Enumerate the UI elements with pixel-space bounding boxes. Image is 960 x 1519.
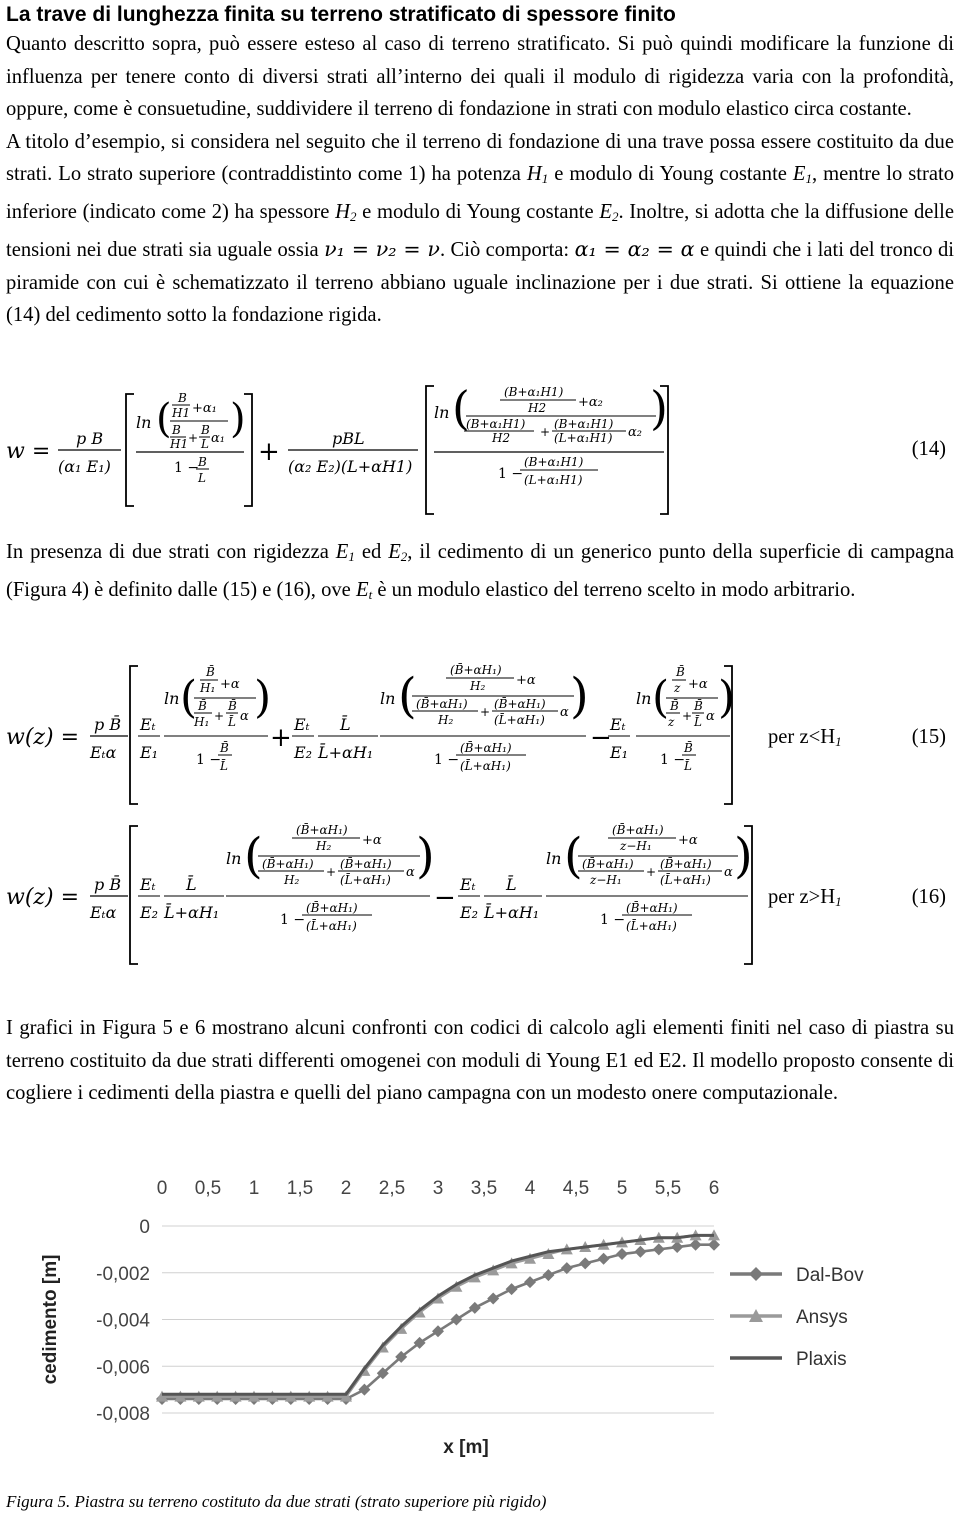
svg-text:+: + [326,865,337,879]
equation-14 [6,380,954,520]
svg-text:H₂: H₂ [470,679,486,693]
svg-text:1 −: 1 − [660,752,686,768]
paragraph-3: In presenza di due strati con rigidezza $E_1$ ed $E_2$, il cedimento di un generico punto della superficie di campagna (Figura 4) è definito dalle (15) e (16), ove $E_t$ è un modulo elastico del terreno scelto in modo arbitrario. [6,541,955,602]
svg-text:α: α [240,709,249,724]
svg-text:): ) [416,828,435,884]
svg-text:B̄: B̄ [206,665,215,679]
svg-text:): ) [734,828,753,884]
svg-text:ln: ln [380,689,396,708]
equation-16-number: (16) [911,886,946,908]
data-point-dalbov [598,1253,610,1265]
svg-text:B̄: B̄ [220,741,229,755]
x-tick-label: 1 [248,1178,260,1199]
svg-text:B: B [198,455,207,469]
svg-text:(B̄+αH₁): (B̄+αH₁) [660,857,712,871]
svg-text:(B̄+αH₁): (B̄+αH₁) [340,857,392,871]
svg-text:(B̄+αH₁): (B̄+αH₁) [306,901,358,915]
svg-text:L̄: L̄ [340,715,351,734]
svg-text:p B: p B [76,429,104,448]
settlement-chart-svg [0,1168,948,1468]
data-point-dalbov [616,1248,628,1260]
svg-text:(: ( [244,828,263,884]
svg-text:(B̄+αH₁): (B̄+αH₁) [460,741,512,755]
svg-text:(B+α₁H1): (B+α₁H1) [466,417,526,431]
paragraph-1: Quanto descritto sopra, può essere esteso al caso di terreno stratificato. Si può quindi modificare la funzione di influenza per tenere conto di diversi strati all’interno dei quali il modulo di rigidezza varia con la profondità, oppure, come è consuetudine, suddividere il terreno di fondazione in strati con modulo elastico circa costante. [6,33,954,120]
svg-text:E₁: E₁ [610,743,629,762]
svg-text:(: ( [452,381,470,435]
svg-text:(B̄+αH₁): (B̄+αH₁) [296,823,348,837]
y-tick-label: -0,006 [96,1357,150,1379]
series-line-plaxis [162,1235,714,1394]
svg-text:ln: ln [136,413,152,432]
x-tick-label: 3,5 [470,1178,498,1199]
svg-text:ln: ln [636,689,652,708]
svg-text:+: + [682,709,693,723]
x-tick-label: 4 [524,1178,536,1199]
svg-text:ln: ln [226,849,242,868]
figure-caption: Figura 5. Piastra su terreno costituto da due strati (strato superiore più rigido) [6,1492,547,1511]
svg-text:(L̄+αH₁): (L̄+αH₁) [660,873,711,887]
section-title: La trave di lunghezza finita su terreno stratificato di spessore finito [6,3,676,26]
page-block-2 [6,536,954,611]
svg-text:+: + [214,709,225,723]
x-axis-title: x [m] [443,1437,489,1458]
svg-text:): ) [230,396,246,442]
svg-text:Eₜα: Eₜα [90,743,117,762]
svg-text:(L+α₁H1): (L+α₁H1) [524,473,583,487]
svg-text:Eₜ: Eₜ [460,875,476,894]
svg-text:z: z [674,681,681,695]
svg-text:w(z) =: w(z) = [6,725,80,750]
svg-text:+: + [188,431,199,445]
svg-text:Eₜα: Eₜα [90,903,117,922]
svg-text:B̄: B̄ [684,741,693,755]
svg-text:ln: ln [546,849,562,868]
svg-text:H₂: H₂ [316,839,332,853]
svg-text:(α₂ E₂)(L+αH1): (α₂ E₂)(L+αH1) [288,457,413,476]
svg-text:H₂: H₂ [284,873,300,887]
svg-text:H1: H1 [170,437,189,451]
y-axis-title: cedimento [m] [40,1254,61,1385]
svg-text:+α₂: +α₂ [578,395,603,410]
svg-text:H₁: H₁ [194,715,210,729]
svg-text:H1: H1 [172,406,191,420]
svg-text:B̄: B̄ [228,699,237,713]
svg-text:(L̄+αH₁): (L̄+αH₁) [340,873,391,887]
x-tick-label: 1,5 [286,1178,314,1199]
svg-text:E₂: E₂ [460,903,479,922]
svg-text:Eₜ: Eₜ [294,715,310,734]
svg-text:B: B [172,423,181,437]
svg-text:1 −: 1 − [600,912,626,928]
svg-text:w(z) =: w(z) = [6,885,80,910]
svg-text:): ) [570,668,589,724]
svg-text:1 −: 1 − [196,752,222,768]
svg-text:(B̄+αH₁): (B̄+αH₁) [262,857,314,871]
settlement-chart [0,1168,948,1468]
legend-marker [749,1267,763,1281]
svg-text:L: L [198,471,206,485]
y-tick-label: -0,004 [96,1310,150,1332]
data-point-dalbov [634,1246,646,1258]
svg-text:α: α [560,705,569,720]
svg-text:): ) [718,672,736,723]
svg-text:1 −: 1 − [434,752,460,768]
svg-text:(L̄+αH₁): (L̄+αH₁) [460,759,511,773]
svg-text:α₁: α₁ [211,431,225,446]
svg-text:B̄: B̄ [694,699,703,713]
equation-14-number: (14) [911,438,946,460]
svg-text:(: ( [652,672,670,723]
equation-16 [6,820,954,970]
data-point-dalbov [653,1243,665,1255]
equation-16-condition: per $z>H_1$ [768,886,842,909]
svg-text:α₂: α₂ [628,425,642,440]
svg-text:L̄+αH₁: L̄+αH₁ [164,903,220,922]
svg-text:E₁: E₁ [140,743,159,762]
svg-text:(B̄+αH₁): (B̄+αH₁) [450,663,502,677]
data-point-dalbov [671,1241,683,1253]
y-tick-label: -0,002 [96,1263,150,1285]
svg-text:L̄+αH₁: L̄+αH₁ [484,903,540,922]
svg-text:(B̄+αH₁): (B̄+αH₁) [494,697,546,711]
svg-text:): ) [254,672,272,723]
svg-text:(B̄+αH₁): (B̄+αH₁) [416,697,468,711]
x-tick-label: 4,5 [562,1178,590,1199]
svg-text:1 −: 1 − [174,460,200,476]
svg-text:(: ( [156,396,172,442]
series-line-dal-bov [162,1245,714,1399]
svg-text:): ) [650,381,668,435]
data-point-dalbov [487,1292,499,1304]
legend-label: Plaxis [796,1349,847,1370]
x-tick-label: 5 [616,1178,628,1199]
svg-text:ln: ln [434,403,450,422]
svg-text:p B̄: p B̄ [94,715,122,734]
svg-text:z−H₁: z−H₁ [620,839,652,853]
svg-text:(B̄+αH₁): (B̄+αH₁) [612,823,664,837]
svg-text:(α₁ E₁): (α₁ E₁) [58,457,111,476]
svg-text:(B+α₁H1): (B+α₁H1) [554,417,614,431]
svg-text:+α: +α [362,833,382,848]
svg-text:−: − [590,723,612,753]
page [6,0,954,332]
y-tick-label: -0,008 [96,1404,150,1425]
svg-text:(L̄+αH₁): (L̄+αH₁) [306,919,357,933]
svg-text:1 −: 1 − [280,912,306,928]
svg-text:α: α [706,709,715,724]
svg-text:L̄: L̄ [228,715,236,729]
equation-14-graphic [6,380,954,520]
svg-text:+: + [270,723,292,753]
svg-text:−: − [434,883,456,913]
svg-text:z−H₁: z−H₁ [590,873,622,887]
svg-text:Eₜ: Eₜ [140,715,156,734]
x-tick-label: 3 [432,1178,444,1199]
svg-text:E₂: E₂ [140,903,159,922]
page-block-3 [6,1012,954,1110]
x-tick-label: 2,5 [378,1178,406,1199]
svg-text:B̄: B̄ [198,699,207,713]
data-point-dalbov [542,1269,554,1281]
data-point-dalbov [690,1239,702,1251]
svg-text:+α₁: +α₁ [192,401,217,416]
equation-15-condition: per $z<H_1$ [768,726,842,749]
svg-text:+: + [646,865,657,879]
svg-text:L̄: L̄ [684,759,692,773]
svg-text:z: z [668,715,675,729]
svg-text:p B̄: p B̄ [94,875,122,894]
data-point-dalbov [579,1257,591,1269]
svg-text:α: α [724,865,733,880]
svg-text:+: + [480,705,491,719]
svg-text:(: ( [180,672,198,723]
svg-text:α: α [406,865,415,880]
svg-text:(B+α₁H1): (B+α₁H1) [504,385,564,399]
equation-15-number: (15) [911,726,946,748]
x-tick-label: 0,5 [194,1178,222,1199]
svg-text:(L+α₁H1): (L+α₁H1) [554,431,613,445]
svg-text:L̄: L̄ [506,875,517,894]
svg-text:H2: H2 [528,401,547,415]
y-tick-label: 0 [139,1217,150,1238]
svg-text:(L̄+αH₁): (L̄+αH₁) [626,919,677,933]
x-tick-label: 2 [340,1178,352,1199]
svg-text:L̄: L̄ [694,715,702,729]
svg-text:H₁: H₁ [200,681,216,695]
svg-text:(B̄+αH₁): (B̄+αH₁) [626,901,678,915]
svg-text:pBL: pBL [332,429,365,448]
legend-label: Dal-Bov [796,1265,864,1286]
svg-text:E₂: E₂ [294,743,313,762]
svg-text:w =: w = [6,439,51,464]
x-tick-label: 5,5 [654,1178,682,1199]
svg-text:(L̄+αH₁): (L̄+αH₁) [494,713,545,727]
svg-text:Eₜ: Eₜ [140,875,156,894]
svg-text:+α: +α [516,673,536,688]
svg-text:(: ( [564,828,583,884]
svg-text:1 −: 1 − [498,466,524,482]
data-point-dalbov [708,1239,720,1251]
svg-text:(B̄+αH₁): (B̄+αH₁) [582,857,634,871]
svg-text:L̄: L̄ [220,759,228,773]
x-tick-label: 0 [156,1178,168,1199]
svg-text:L̄+αH₁: L̄+αH₁ [318,743,374,762]
svg-text:+: + [540,425,551,439]
svg-text:L̄: L̄ [186,875,197,894]
svg-text:(: ( [398,668,417,724]
svg-text:B: B [201,423,210,437]
series-line-ansys [162,1235,714,1396]
svg-text:(B+α₁H1): (B+α₁H1) [524,455,584,469]
svg-text:L: L [201,437,209,451]
svg-text:H₂: H₂ [438,713,454,727]
svg-text:Eₜ: Eₜ [610,715,626,734]
svg-text:B̄: B̄ [676,665,685,679]
svg-text:+α: +α [688,677,708,692]
equation-15 [6,660,954,810]
svg-text:ln: ln [164,689,180,708]
svg-text:+: + [258,437,280,467]
data-point-dalbov [506,1283,518,1295]
paragraph-4: I grafici in Figura 5 e 6 mostrano alcuni confronti con codici di calcolo agli elementi finiti nel caso di piastra su terreno costituito da due strati differenti omogenei con moduli di Young E1 ed E2. Il modello proposto consente di cogliere i cedimenti della piastra e quelli del piano campagna con un modesto onere computazionale. [6,1017,954,1104]
svg-text:B̄: B̄ [670,699,679,713]
svg-text:+α: +α [678,833,698,848]
x-tick-label: 6 [708,1178,720,1199]
svg-text:B: B [178,391,187,405]
legend-label: Ansys [796,1307,848,1328]
data-point-dalbov [524,1276,536,1288]
svg-text:+α: +α [220,677,240,692]
svg-text:H2: H2 [492,431,511,445]
paragraph-2: A titolo d’esempio, si considera nel seguito che il terreno di fondazione di una trave possa essere costituito da due strati. Lo strato superiore (contraddistinto come 1) ha potenza $H_1$ e modulo di Young costante $E_1$, mentre lo strato inferiore (indicato come 2) ha spessore $H_2$ e modulo di Young costante $E_2$. Inoltre, si adotta che la diffusione delle tensioni nei due strati sia uguale ossia ν₁ = ν₂ = ν. Ciò comporta: α₁ = α₂ = α e quindi che i lati del tronco di piramide con cui è schematizzato il terreno abbiano uguale inclinazione per i due strati. Si ottiene la equazione (14) del cedimento sotto la fondazione rigida. [6,130,955,326]
